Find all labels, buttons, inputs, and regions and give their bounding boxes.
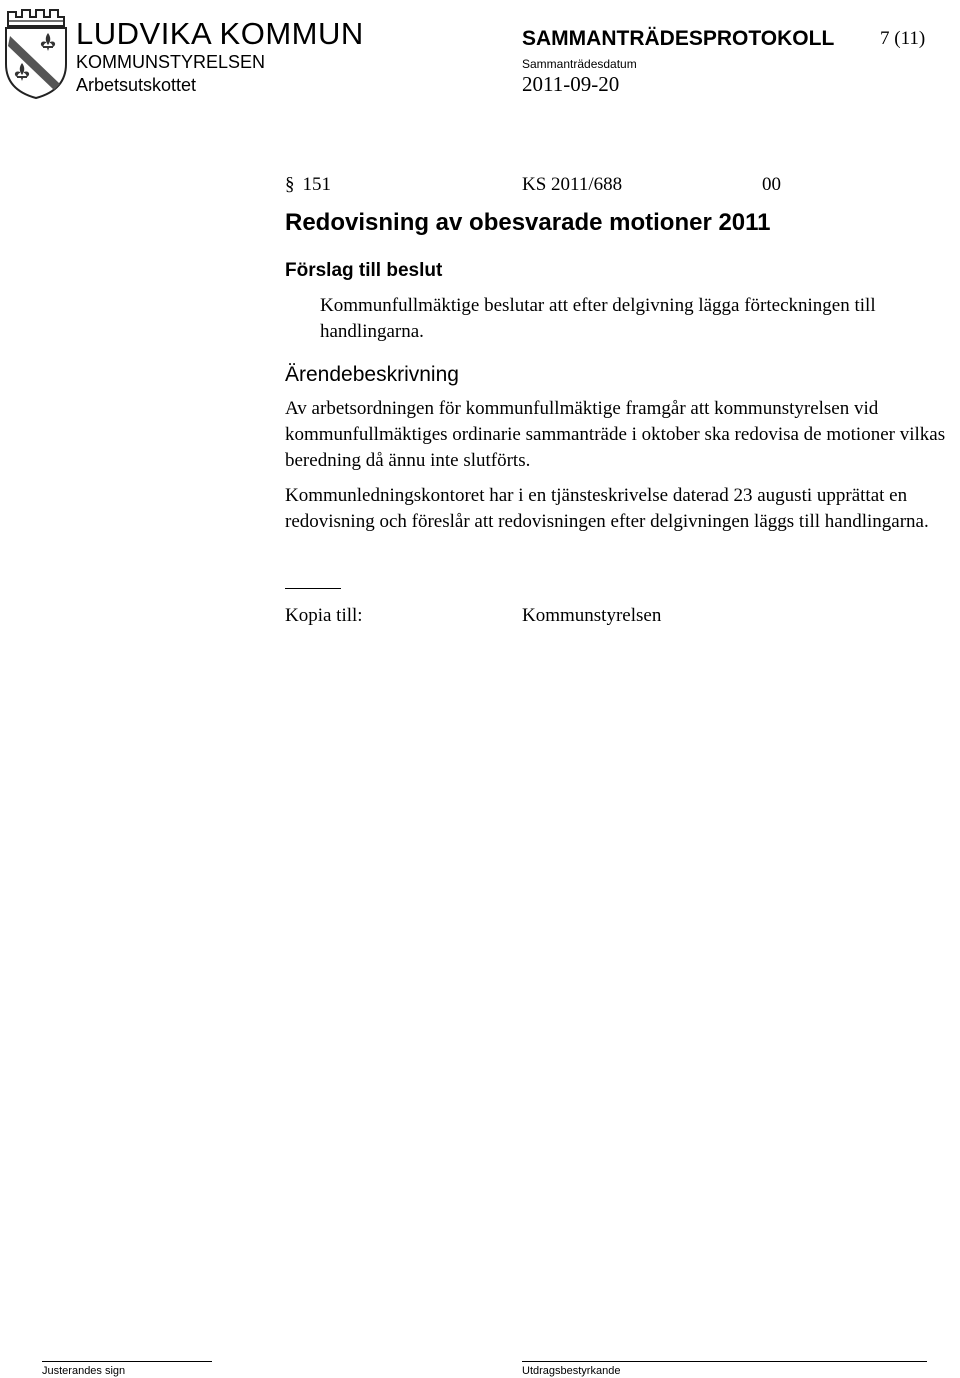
proposal-heading: Förslag till beslut xyxy=(285,260,443,281)
certification-line xyxy=(522,1361,927,1362)
signature-line xyxy=(42,1361,212,1362)
extract-certification-label: Utdragsbestyrkande xyxy=(522,1365,621,1377)
description-paragraph: Kommunledningskontoret har i en tjänsteskrivelse daterad 23 augusti upprättat en redovisning och föreslår att redovisningen efter delgivningen läggs till handlingarna. xyxy=(285,485,929,532)
meeting-date-label: Sammanträdesdatum xyxy=(522,57,637,71)
organization-name: LUDVIKA KOMMUN xyxy=(76,16,364,51)
department-name: KOMMUNSTYRELSEN xyxy=(76,52,266,72)
separator-line xyxy=(285,588,341,589)
section-number-row xyxy=(285,175,331,194)
committee-name: Arbetsutskottet xyxy=(76,75,197,95)
description-paragraph: Av arbetsordningen för kommunfullmäktige framgår att kommunstyrelsen vid kommunfullmäktiges ordinarie sammanträde i oktober ska redovisa de motioner vilkas beredning då ännu inte slutförts. xyxy=(285,398,946,471)
proposal-text: Kommunfullmäktige beslutar att efter delgivning lägga förteckningen till handlingarna. xyxy=(320,295,876,342)
copy-to-recipient: Kommunstyrelsen xyxy=(522,605,662,626)
copy-to-label: Kopia till: xyxy=(285,605,363,626)
page-number: 7 (11) xyxy=(880,28,926,49)
case-code: 00 xyxy=(762,174,781,195)
section-title: Redovisning av obesvarade motioner 2011 xyxy=(285,209,771,236)
case-number: KS 2011/688 xyxy=(522,174,623,195)
description-heading: Ärendebeskrivning xyxy=(285,363,459,386)
coat-of-arms-logo-icon xyxy=(2,6,70,100)
section-number: 151 xyxy=(302,174,331,195)
adjuster-signature-label: Justerandes sign xyxy=(42,1365,126,1377)
paragraph-sign: § xyxy=(285,174,295,195)
document-type: SAMMANTRÄDESPROTOKOLL xyxy=(522,27,835,50)
meeting-date: 2011-09-20 xyxy=(522,72,620,96)
